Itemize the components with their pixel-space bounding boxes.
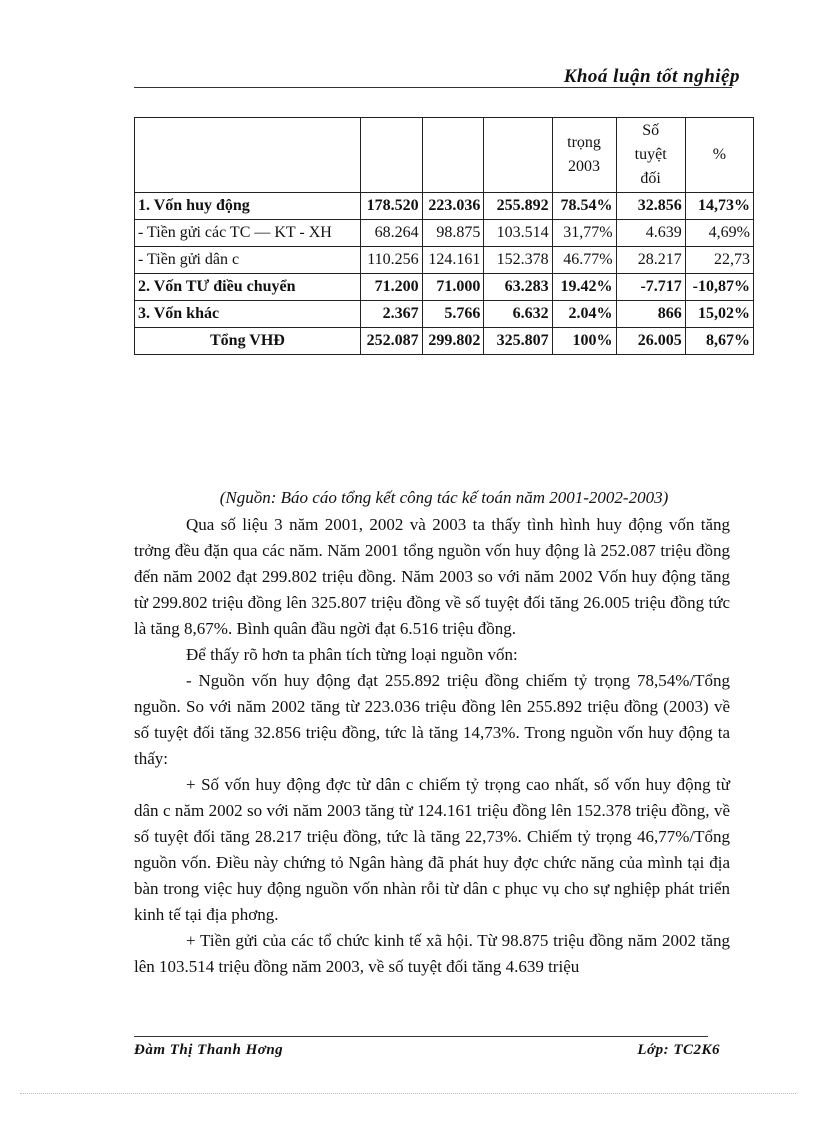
- cell-2001: 110.256: [360, 247, 422, 274]
- cell-absolute: 32.856: [616, 193, 685, 220]
- header-cell: [360, 118, 422, 193]
- paragraph: + Tiền gửi của các tổ chức kinh tế xã hội. Từ 98.875 triệu đồng năm 2002 tăng lên 103.514 triệu đồng năm 2003, về số tuyệt đối tăng 4.639 triệu: [134, 931, 730, 976]
- cell-absolute: 28.217: [616, 247, 685, 274]
- header-cell: [484, 118, 552, 193]
- cell-2001: 71.200: [360, 274, 422, 301]
- cell-share: 78.54%: [552, 193, 616, 220]
- paragraph: - Nguồn vốn huy động đạt 255.892 triệu đồng chiếm tỷ trọng 78,54%/Tổng nguồn. So với năm 2002 tăng từ 223.036 triệu đồng lên 255.892 triệu đồng (2003) về số tuyệt đối tăng 32.856 triệu đồng, tức là tăng 14,73%. Trong nguồn vốn huy động ta thấy:: [134, 671, 730, 768]
- table-source-caption: (Nguồn: Báo cáo tổng kết công tác kế toán năm 2001-2002-2003): [219, 488, 669, 507]
- cell-2001: 2.367: [360, 301, 422, 328]
- cell-percent: 8,67%: [685, 328, 753, 355]
- table-row: [135, 193, 754, 220]
- cell-2001: 68.264: [360, 220, 422, 247]
- cell-2001: 252.087: [360, 328, 422, 355]
- header-cell-share: trọng 2003: [552, 118, 616, 193]
- header-cell: [135, 118, 361, 193]
- cell-2003: 103.514: [484, 220, 552, 247]
- paragraph: + Số vốn huy động đợc từ dân c chiếm tỷ trọng cao nhất, số vốn huy động từ dân c năm 2002 so với năm 2003 tăng từ 124.161 triệu đồng lên 152.378 triệu đồng, về số tuyệt đối tăng 28.217 triệu đồng, tức là tăng 22,73%. Chiếm tỷ trọng 46,77%/Tổng nguồn vốn. Điều này chứng tỏ Ngân hàng đã phát huy đợc chức năng của mình tại địa bàn trong việc huy động nguồn vốn nhàn rỗi từ dân c phục vụ cho sự nghiệp phát triển kinh tế tại địa phơng.: [134, 775, 730, 924]
- footer-author: Đàm Thị Thanh Hơng: [134, 1042, 284, 1058]
- cell-2003: 63.283: [484, 274, 552, 301]
- table-row: [135, 247, 754, 274]
- cell-percent: -10,87%: [685, 274, 753, 301]
- cell-percent: 4,69%: [685, 220, 753, 247]
- header-cell-absolute: Số tuyệt đối: [616, 118, 685, 193]
- cell-2002: 5.766: [422, 301, 484, 328]
- cell-share: 46.77%: [552, 247, 616, 274]
- table-row: [135, 301, 754, 328]
- cell-2002: 223.036: [422, 193, 484, 220]
- cell-percent: 15,02%: [685, 301, 753, 328]
- table-header-row: [135, 118, 754, 193]
- row-label: Tổng VHĐ: [135, 328, 361, 355]
- row-label: 2. Vốn TƯ điều chuyển: [135, 274, 361, 301]
- cell-2002: 71.000: [422, 274, 484, 301]
- header-cell-percent: %: [685, 118, 753, 193]
- cell-2003: 152.378: [484, 247, 552, 274]
- cell-2002: 98.875: [422, 220, 484, 247]
- cell-2002: 124.161: [422, 247, 484, 274]
- table-total-row: [135, 328, 754, 355]
- row-label: 3. Vốn khác: [135, 301, 361, 328]
- capital-table: [134, 117, 754, 355]
- header-cell: [422, 118, 484, 193]
- cell-percent: 22,73: [685, 247, 753, 274]
- body-text: [134, 512, 730, 980]
- cell-share: 19.42%: [552, 274, 616, 301]
- cell-2003: 6.632: [484, 301, 552, 328]
- cell-percent: 14,73%: [685, 193, 753, 220]
- cell-2002: 299.802: [422, 328, 484, 355]
- cell-absolute: 866: [616, 301, 685, 328]
- page-header-title: Khoá luận tốt nghiệp: [563, 66, 740, 87]
- cell-2001: 178.520: [360, 193, 422, 220]
- cell-share: 100%: [552, 328, 616, 355]
- table-row: [135, 274, 754, 301]
- footer-divider: [134, 1036, 708, 1037]
- header-divider: [134, 87, 732, 88]
- cell-2003: 325.807: [484, 328, 552, 355]
- row-label: - Tiền gửi các TC — KT - XH: [135, 220, 361, 247]
- paragraph: Qua số liệu 3 năm 2001, 2002 và 2003 ta thấy tình hình huy động vốn tăng trởng đều đặn qua các năm. Năm 2001 tổng nguồn vốn huy động là 252.087 triệu đồng đến năm 2002 đạt 299.802 triệu đồng. Năm 2003 so với năm 2002 Vốn huy động tăng từ 299.802 triệu đồng lên 325.807 triệu đồng về số tuyệt đối tăng 26.005 triệu đồng tức là tăng 8,67%. Bình quân đầu ngời đạt 6.516 triệu đồng.: [134, 515, 730, 638]
- row-label: 1. Vốn huy động: [135, 193, 361, 220]
- cell-2003: 255.892: [484, 193, 552, 220]
- cell-absolute: 26.005: [616, 328, 685, 355]
- cell-absolute: 4.639: [616, 220, 685, 247]
- table-row: [135, 220, 754, 247]
- cell-share: 2.04%: [552, 301, 616, 328]
- cell-share: 31,77%: [552, 220, 616, 247]
- page-bottom-edge: [20, 1093, 796, 1094]
- paragraph: Để thấy rõ hơn ta phân tích từng loại nguồn vốn:: [186, 645, 518, 664]
- row-label: - Tiền gửi dân c: [135, 247, 361, 274]
- cell-absolute: -7.717: [616, 274, 685, 301]
- footer-class: Lớp: TC2K6: [637, 1042, 720, 1058]
